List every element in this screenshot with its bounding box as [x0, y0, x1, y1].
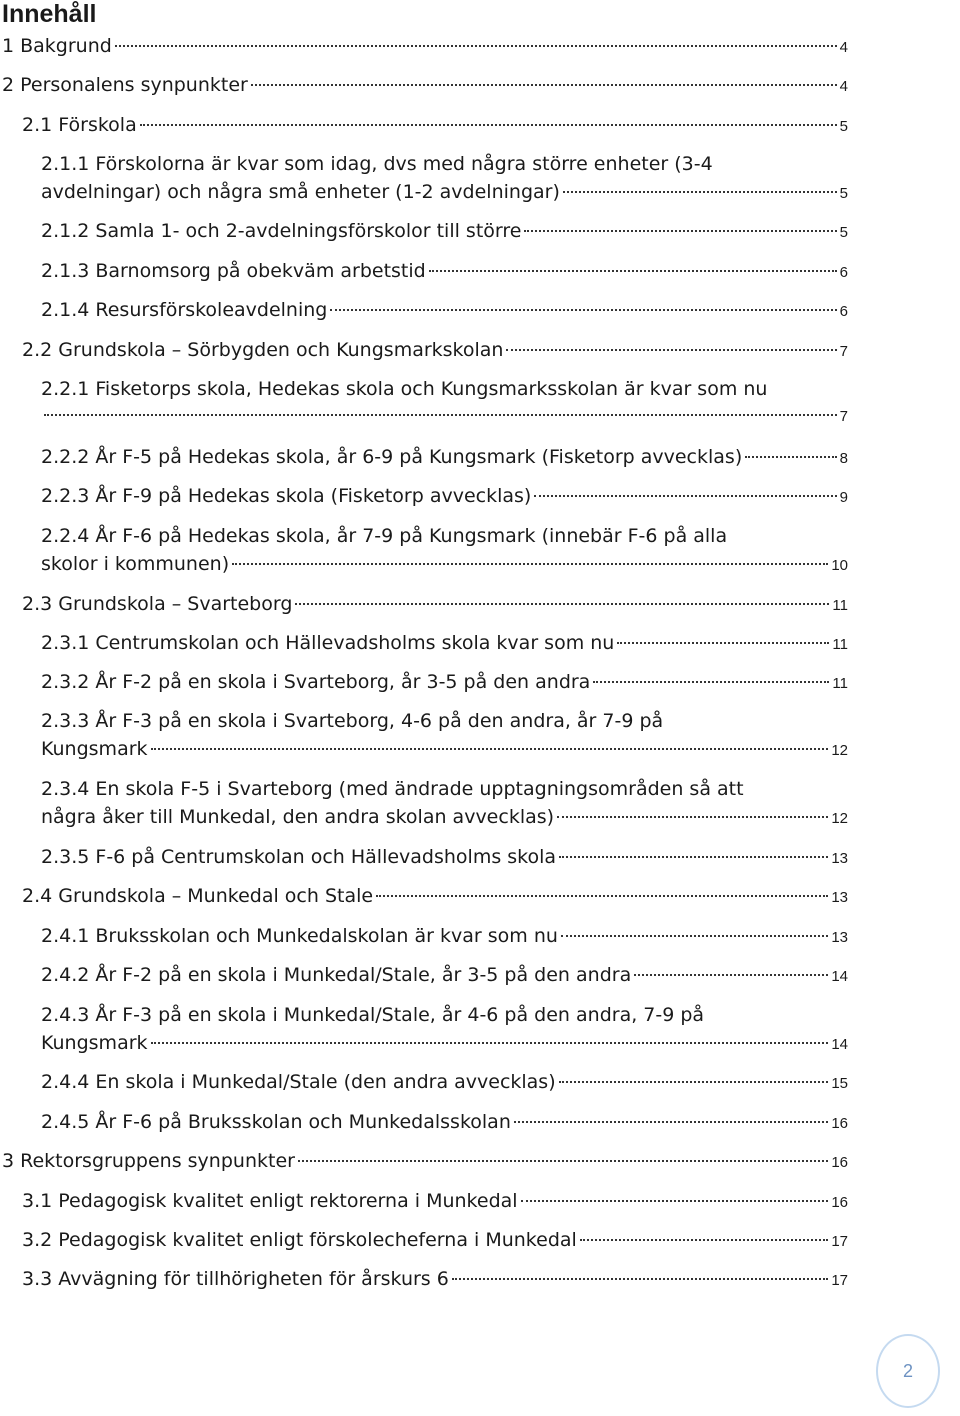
- toc-entry-page: 13: [831, 889, 848, 906]
- toc-entry[interactable]: [41, 257, 848, 285]
- toc-entry[interactable]: [41, 1068, 848, 1096]
- toc-entry-page: 10: [831, 557, 848, 574]
- dot-leader: [617, 642, 829, 644]
- toc-entry-title: 2.1.2 Samla 1- och 2-avdelningsförskolor till större: [41, 220, 522, 242]
- toc-entry-title: Kungsmark: [41, 738, 148, 760]
- toc-entry[interactable]: [41, 629, 848, 657]
- toc-entry-title-line1: 2.3.4 En skola F-5 i Svarteborg (med ändrade upptagningsområden så att: [41, 778, 744, 800]
- toc-entry-title: några åker till Munkedal, den andra skolan avvecklas): [41, 806, 555, 828]
- dot-leader: [376, 895, 828, 897]
- toc-entry-title: 2.3.2 År F-2 på en skola i Svarteborg, år 3-5 på den andra: [41, 671, 591, 693]
- toc-entry-title: 2.1.4 Resursförskoleavdelning: [41, 299, 328, 321]
- toc-entry-title-line1: 2.1.1 Förskolorna är kvar som idag, dvs med några större enheter (3-4: [41, 153, 713, 175]
- toc-entry-page: 11: [832, 636, 848, 653]
- dot-leader: [563, 191, 837, 193]
- toc-entry-title: 2.3.1 Centrumskolan och Hällevadsholms skola kvar som nu: [41, 632, 615, 654]
- toc-entry[interactable]: [2, 32, 848, 60]
- dot-leader: [452, 1278, 828, 1280]
- dot-leader: [151, 748, 829, 750]
- toc-entry-page: 7: [839, 343, 848, 360]
- toc-entry[interactable]: [22, 111, 848, 139]
- toc-entry-page: 6: [839, 303, 848, 320]
- toc-entry-page: 13: [831, 850, 848, 867]
- toc-entry-page: 16: [831, 1115, 848, 1132]
- toc-entry-title: 2.3.5 F-6 på Centrumskolan och Hällevadsholms skola: [41, 846, 557, 868]
- dot-leader: [580, 1239, 829, 1241]
- toc-entry[interactable]: [22, 336, 848, 364]
- dot-leader: [140, 124, 837, 126]
- toc-entry-page: 12: [831, 742, 848, 759]
- toc-entry-title: 3.3 Avvägning för tillhörigheten för årskurs 6: [22, 1268, 449, 1290]
- toc-entry[interactable]: [41, 668, 848, 696]
- toc-entry-title: 3.1 Pedagogisk kvalitet enligt rektorerna i Munkedal: [22, 1190, 518, 1212]
- toc-entry-title: 2.4.2 År F-2 på en skola i Munkedal/Stale, år 3-5 på den andra: [41, 964, 632, 986]
- toc-entry-title-line1: 2.4.3 År F-3 på en skola i Munkedal/Stale, år 4-6 på den andra, 7-9 på: [41, 1004, 705, 1026]
- dot-leader: [534, 495, 836, 497]
- toc-entry[interactable]: [41, 843, 848, 871]
- dot-leader: [298, 1160, 828, 1162]
- toc-entry-page: 7: [839, 408, 848, 425]
- toc-entry-page: 11: [832, 675, 848, 692]
- toc-entry[interactable]: [41, 922, 848, 950]
- toc-entry[interactable]: [41, 522, 848, 578]
- toc-entry[interactable]: [2, 71, 848, 99]
- toc-entry-title: 2.2.2 År F-5 på Hedekas skola, år 6-9 på Kungsmark (Fisketorp avvecklas): [41, 446, 743, 468]
- toc-entry-title: 2.2.3 År F-9 på Hedekas skola (Fisketorp avvecklas): [41, 485, 532, 507]
- toc-entry-title: 2.4.1 Bruksskolan och Munkedalskolan är kvar som nu: [41, 925, 558, 947]
- toc-entry-title: 3 Rektorsgruppens synpunkter: [2, 1150, 295, 1172]
- dot-leader: [232, 563, 828, 565]
- toc-entry-title: Kungsmark: [41, 1032, 148, 1054]
- toc-entry-title-line1: 2.2.1 Fisketorps skola, Hedekas skola och Kungsmarksskolan är kvar som nu: [41, 378, 768, 400]
- toc-entry[interactable]: [2, 1147, 848, 1175]
- toc-entry[interactable]: [22, 1265, 848, 1293]
- toc-entry[interactable]: [41, 482, 848, 510]
- dot-leader: [521, 1200, 829, 1202]
- toc-entry-page: 4: [839, 39, 848, 56]
- dot-leader: [514, 1121, 828, 1123]
- toc-entry-page: 9: [839, 489, 848, 506]
- toc-entry-title-line1: 2.2.4 År F-6 på Hedekas skola, år 7-9 på Kungsmark (innebär F-6 på alla: [41, 525, 728, 547]
- toc-entry-page: 11: [832, 597, 848, 614]
- toc-entry-page: 17: [831, 1233, 848, 1250]
- toc-entry[interactable]: [41, 1108, 848, 1136]
- toc-entry-title: 3.2 Pedagogisk kvalitet enligt förskolecheferna i Munkedal: [22, 1229, 577, 1251]
- toc-entry[interactable]: [41, 707, 848, 763]
- dot-leader: [561, 935, 828, 937]
- toc-entry-title: 2.4.5 År F-6 på Bruksskolan och Munkedalsskolan: [41, 1111, 511, 1133]
- toc-entry[interactable]: [41, 1001, 848, 1057]
- toc-entry-title: 2 Personalens synpunkter: [2, 74, 248, 96]
- toc-entry-page: 14: [831, 1036, 848, 1053]
- toc-entry[interactable]: [41, 443, 848, 471]
- dot-leader: [115, 45, 837, 47]
- toc-entry-title: 2.4 Grundskola – Munkedal och Stale: [22, 885, 374, 907]
- dot-leader: [745, 456, 836, 458]
- toc-entry-title-line1: 2.3.3 År F-3 på en skola i Svarteborg, 4-6 på den andra, år 7-9 på: [41, 710, 664, 732]
- toc-entry-title: 2.2 Grundskola – Sörbygden och Kungsmarkskolan: [22, 339, 504, 361]
- dot-leader: [506, 349, 836, 351]
- toc-entry-page: 5: [839, 118, 848, 135]
- toc-entry-title: 2.1 Förskola: [22, 114, 137, 136]
- toc-entry-page: 13: [831, 929, 848, 946]
- dot-leader: [559, 856, 828, 858]
- toc-entry[interactable]: [41, 775, 848, 831]
- toc-entry[interactable]: [41, 375, 848, 431]
- toc-entry-page: 8: [839, 450, 848, 467]
- dot-leader: [44, 414, 837, 416]
- page-number: 2: [902, 1360, 913, 1381]
- toc-entry-page: 16: [831, 1154, 848, 1171]
- toc-entry-page: 17: [831, 1272, 848, 1289]
- toc-entry-page: 4: [839, 78, 848, 95]
- toc-entry-title: 2.4.4 En skola i Munkedal/Stale (den andra avvecklas): [41, 1071, 556, 1093]
- dot-leader: [524, 230, 836, 232]
- dot-leader: [429, 270, 837, 272]
- toc-entry-page: 12: [831, 810, 848, 827]
- toc-entry-title: 2.1.3 Barnomsorg på obekväm arbetstid: [41, 260, 426, 282]
- toc-entry-page: 5: [839, 185, 848, 202]
- toc-entry-page: 15: [831, 1075, 848, 1092]
- dot-leader: [557, 816, 828, 818]
- dot-leader: [593, 681, 829, 683]
- toc-entry-page: 14: [831, 968, 848, 985]
- toc-entry[interactable]: [41, 296, 848, 324]
- toc-entry[interactable]: [22, 882, 848, 910]
- dot-leader: [295, 603, 829, 605]
- toc-entry-page: 5: [839, 224, 848, 241]
- toc-entry-page: 16: [831, 1194, 848, 1211]
- toc-entry-title: 2.3 Grundskola – Svarteborg: [22, 593, 293, 615]
- toc-entry-page: 6: [839, 264, 848, 281]
- dot-leader: [559, 1081, 829, 1083]
- dot-leader: [634, 974, 828, 976]
- toc-entry[interactable]: [41, 150, 848, 206]
- toc-heading: Innehåll: [2, 0, 97, 28]
- toc-entry[interactable]: [22, 1226, 848, 1254]
- dot-leader: [151, 1042, 829, 1044]
- toc-entry[interactable]: [41, 217, 848, 245]
- toc-entry[interactable]: [22, 590, 848, 618]
- dot-leader: [251, 84, 837, 86]
- dot-leader: [330, 309, 836, 311]
- toc-entry-title: skolor i kommunen): [41, 553, 230, 575]
- toc-entry[interactable]: [41, 961, 848, 989]
- toc-entry-title: 1 Bakgrund: [2, 35, 112, 57]
- toc-entry-title: avdelningar) och några små enheter (1-2 avdelningar): [41, 181, 560, 203]
- toc-entry[interactable]: [22, 1187, 848, 1215]
- page-number-badge: [876, 1334, 940, 1408]
